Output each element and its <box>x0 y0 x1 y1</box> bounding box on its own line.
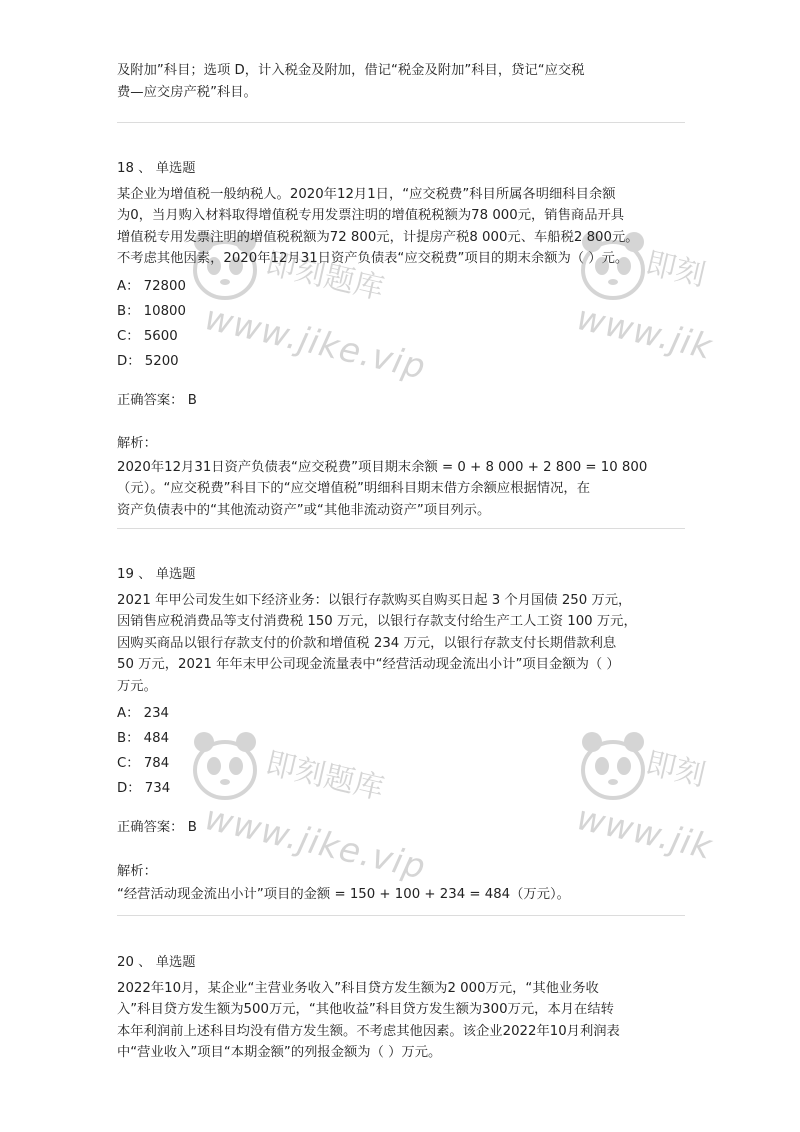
stem-line: 不考虑其他因素，2020年12月31日资产负债表“应交税费”项目的期末余额为（ ）元。 <box>117 251 629 266</box>
intro-line: 费—应交房产税”科目。 <box>117 84 257 100</box>
stem-line: 2022年10月，某企业“主营业务收入”科目贷方发生额为2 000万元，“其他业务收 <box>117 980 599 996</box>
options <box>117 274 687 374</box>
stem-line: 中“营业收入”项目“本期金额”的列报金额为（ ）万元。 <box>117 1045 442 1060</box>
divider <box>117 122 685 123</box>
watermark-en: www.jike.vip <box>201 798 430 888</box>
question-number: 20 、 <box>117 955 152 970</box>
stem-line: 入”科目贷方发生额为500万元，“其他收益”科目贷方发生额为300万元，本月在结转 <box>117 1002 614 1017</box>
option-a[interactable] <box>117 274 687 299</box>
question-18 <box>117 158 687 521</box>
question-20 <box>117 952 687 1064</box>
question-19 <box>117 564 687 906</box>
option-value: 784 <box>143 756 170 771</box>
analysis-line: 2020年12月31日资产负债表“应交税费”项目期末余额 = 0 + 8 000 + 2 800 = 10 800 <box>117 459 648 475</box>
stem-line: 为0，当月购入材料取得增值税专用发票注明的增值税税额为78 000元，销售商品开具 <box>117 208 625 223</box>
option-label: A： <box>117 278 140 294</box>
stem-line: 本年利润前上述科目均没有借方发生额。不考虑其他因素。该企业2022年10月利润表 <box>117 1023 620 1039</box>
option-d[interactable] <box>117 349 687 374</box>
answer-label: 正确答案： <box>117 392 184 408</box>
option-c[interactable] <box>117 324 687 349</box>
question-header <box>117 564 687 586</box>
option-value: 734 <box>144 781 171 796</box>
watermark-en: www.jik <box>573 298 717 368</box>
analysis-label: 解析： <box>117 863 157 879</box>
question-header <box>117 952 687 974</box>
option-c[interactable] <box>117 751 687 776</box>
option-value: 5600 <box>143 328 178 344</box>
stem-line: 50 万元，2021 年年末甲公司现金流量表中“经营活动现金流出小计”项目金额为（ ） <box>117 657 620 672</box>
option-b[interactable] <box>117 726 687 751</box>
question-type: 单选题 <box>155 567 196 582</box>
stem-line: 因销售应税消费品等支付消费税 150 万元，以银行存款支付给生产工人工资 100 万元， <box>117 614 637 629</box>
analysis-text <box>117 884 687 906</box>
question-header <box>117 158 687 180</box>
answer-value: B <box>187 392 197 408</box>
watermark-en: www.jik <box>573 798 717 868</box>
question-number: 18 、 <box>117 161 152 176</box>
stem-line: 增值税专用发票注明的增值税税额为72 800元，计提房产税8 000元、车船税2 800元。 <box>117 229 639 245</box>
watermark-cn: 即刻 <box>642 745 709 794</box>
answer-value: B <box>187 820 197 835</box>
option-a[interactable] <box>117 701 687 726</box>
question-stem <box>117 978 687 1064</box>
correct-answer <box>117 817 687 839</box>
option-d[interactable] <box>117 776 687 801</box>
analysis-line: “经营活动现金流出小计”项目的金额 = 150 + 100 + 234 = 484（万元）。 <box>117 887 570 902</box>
analysis-label: 解析： <box>117 436 157 451</box>
option-value: 234 <box>143 706 170 721</box>
watermark-cn: 即刻题库 <box>262 745 388 807</box>
watermark-cn: 即刻题库 <box>262 245 388 307</box>
option-b[interactable] <box>117 299 687 324</box>
option-value: 484 <box>143 731 170 746</box>
divider <box>117 915 685 916</box>
option-label: B： <box>117 303 140 319</box>
stem-line: 某企业为增值税一般纳税人。2020年12月1日，“应交税费”科目所属各明细科目余额 <box>117 186 616 202</box>
correct-answer <box>117 390 687 412</box>
divider <box>117 528 685 529</box>
option-value: 10800 <box>143 303 186 319</box>
stem-line: 2021 年甲公司发生如下经济业务：以银行存款购买自购买日起 3 个月国债 250 万元， <box>117 592 632 608</box>
option-label: D： <box>117 353 141 369</box>
option-label: B： <box>117 731 140 746</box>
option-label: C： <box>117 328 140 344</box>
options <box>117 701 687 801</box>
question-type: 单选题 <box>155 955 196 970</box>
question-type: 单选题 <box>155 161 196 176</box>
watermark-en: www.jike.vip <box>201 298 430 388</box>
option-label: A： <box>117 706 140 721</box>
analysis-line: （元）。“应交税费”科目下的“应交增值税”明细科目期末借方余额应根据情况，在 <box>117 481 590 496</box>
intro-text <box>117 60 687 103</box>
question-stem <box>117 590 687 698</box>
watermark-cn: 即刻 <box>642 245 709 294</box>
analysis-text <box>117 457 687 522</box>
option-label: D： <box>117 781 141 796</box>
answer-label: 正确答案： <box>117 820 184 835</box>
question-number: 19 、 <box>117 567 152 582</box>
option-value: 72800 <box>143 278 186 294</box>
analysis-line: 资产负债表中的“其他流动资产”或“其他非流动资产”项目列示。 <box>117 502 491 518</box>
stem-line: 万元。 <box>117 678 157 694</box>
intro-line: 及附加”科目；选项 D，计入税金及附加，借记“税金及附加”科目，贷记“应交税 <box>117 63 585 78</box>
option-label: C： <box>117 756 140 771</box>
question-stem <box>117 184 687 270</box>
option-value: 5200 <box>144 353 179 369</box>
stem-line: 因购买商品以银行存款支付的价款和增值税 234 万元，以银行存款支付长期借款利息 <box>117 635 617 651</box>
